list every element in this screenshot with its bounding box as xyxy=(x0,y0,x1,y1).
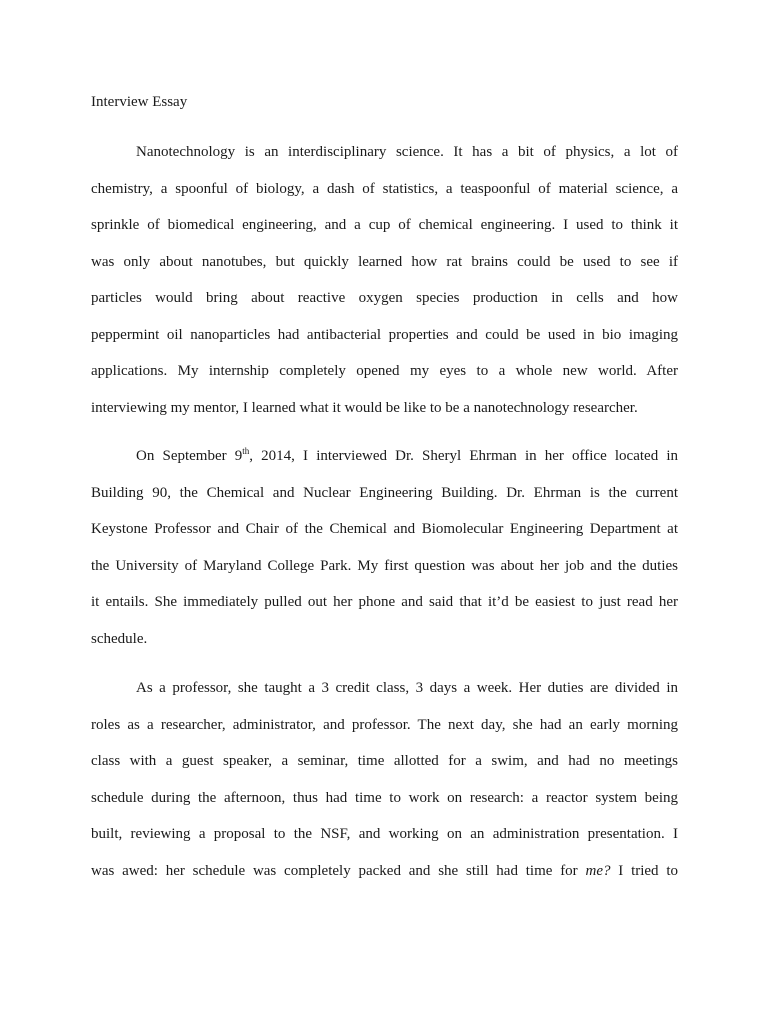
paragraph-3 xyxy=(91,678,678,897)
paragraph-line: Nanotechnology is an interdisciplinary science. It has a bit of physics, a lot of xyxy=(136,144,678,160)
line-text: On September 9 xyxy=(136,448,243,464)
paragraph-line xyxy=(91,861,678,898)
line-text: was awed: her schedule was completely packed and she still had time for xyxy=(91,862,578,879)
paragraph-line: the University of Maryland College Park. My first question was about her job and the duties xyxy=(91,557,678,574)
paragraph-line: interviewing my mentor, I learned what it would be like to be a nanotechnology researcher. xyxy=(91,399,638,416)
paragraph-line: Building 90, the Chemical and Nuclear Engineering Building. Dr. Ehrman is the current xyxy=(91,484,678,501)
paragraph-line: schedule during the afternoon, thus had time to work on research: a reactor system being xyxy=(91,789,678,806)
paragraph-line: class with a guest speaker, a seminar, time allotted for a swim, and had no meetings xyxy=(91,753,678,769)
paragraph-line: built, reviewing a proposal to the NSF, and working on an administration presentation. I xyxy=(91,826,678,842)
paragraph-line: Keystone Professor and Chair of the Chemical and Biomolecular Engineering Department at xyxy=(91,521,678,537)
paragraph-line: it entails. She immediately pulled out her phone and said that it’d be easiest to just read her xyxy=(91,594,678,610)
ordinal-suffix: th xyxy=(242,446,250,456)
paragraph-line: applications. My internship completely opened my eyes to a whole new world. After xyxy=(91,363,678,379)
paragraph-line: sprinkle of biomedical engineering, and a cup of chemical engineering. I used to think it xyxy=(91,217,678,233)
document-title: Interview Essay xyxy=(91,94,188,110)
paragraph-line: roles as a researcher, administrator, and professor. The next day, she had an early morning xyxy=(91,716,678,733)
emphasis-text: me? xyxy=(585,862,611,879)
paragraph-2 xyxy=(91,446,678,665)
line-text: , 2014, I interviewed Dr. Sheryl Ehrman in her office located in xyxy=(249,448,678,464)
paragraph-line: chemistry, a spoonful of biology, a dash of statistics, a teaspoonful of material science, a xyxy=(91,180,678,197)
line-text: I tried to xyxy=(618,862,679,879)
paragraph-line: was only about nanotubes, but quickly learned how rat brains could be used to see if xyxy=(91,253,678,270)
paragraph-line: peppermint oil nanoparticles had antibacterial properties and could be used in bio imaging xyxy=(91,326,678,343)
paragraph-line: As a professor, she taught a 3 credit class, 3 days a week. Her duties are divided in xyxy=(136,680,678,696)
paragraph-line: schedule. xyxy=(91,630,148,647)
paragraph-line xyxy=(91,446,678,483)
paragraph-line: particles would bring about reactive oxygen species production in cells and how xyxy=(91,290,678,306)
paragraph-1 xyxy=(91,142,678,434)
